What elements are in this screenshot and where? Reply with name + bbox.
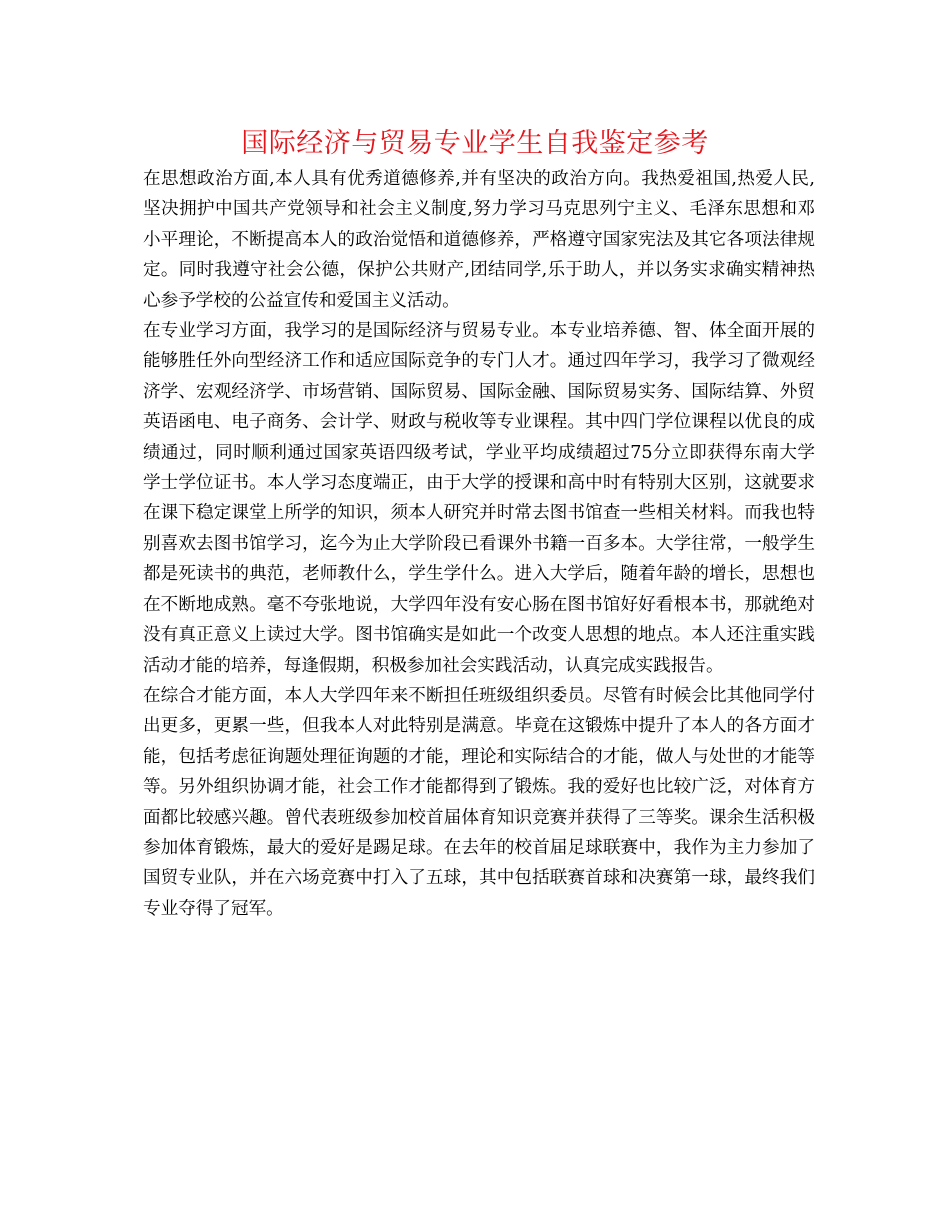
document-title: 国际经济与贸易专业学生自我鉴定参考: [241, 128, 709, 159]
paragraph-abilities: 在综合才能方面，本人大学四年来不断担任班级组织委员。尽管有时候会比其他同学付出更多，更累一些，但我本人对此特别是满意。毕竟在这锻炼中提升了本人的各方面才能，包括考虑征询题处理征询题的才能，理论和实际结合的才能，做人与处世的才能等等。另外组织协调才能，社会工作才能都得到了锻炼。我的爱好也比较广泛，对体育方面都比较感兴趣。曾代表班级参加校首届体育知识竞赛并获得了三等奖。课余生活积极参加体育锻炼，最大的爱好是踢足球。在去年的校首届足球联赛中，我作为主力参加了国贸专业队，并在六场竞赛中打入了五球，其中包括联赛首球和决赛第一球，最终我们专业夺得了冠军。: [143, 685, 815, 919]
paragraph-political: 在思想政治方面,本人具有优秀道德修养,并有坚决的政治方向。我热爱祖国,热爱人民,坚决拥护中国共产党领导和社会主义制度,努力学习马克思列宁主义、毛泽东思想和邓小平理论，不断提高本人的政治觉悟和道德修养，严格遵守国家宪法及其它各项法律规定。同时我遵守社会公德，保护公共财产,团结同学,乐于助人，并以务实求确实精神热心参予学校的公益宣传和爱国主义活动。: [143, 169, 815, 311]
document-body: [143, 164, 815, 924]
paragraph-study: 在专业学习方面，我学习的是国际经济与贸易专业。本专业培养德、智、体全面开展的能够胜任外向型经济工作和适应国际竞争的专门人才。通过四年学习，我学习了微观经济学、宏观经济学、市场营销、国际贸易、国际金融、国际贸易实务、国际结算、外贸英语函电、电子商务、会计学、财政与税收等专业课程。其中四门学位课程以优良的成绩通过，同时顺利通过国家英语四级考试，学业平均成绩超过75分立即获得东南大学学士学位证书。本人学习态度端正，由于大学的授课和高中时有特别大区别，这就要求在课下稳定课堂上所学的知识，须本人研究并时常去图书馆查一些相关材料。而我也特别喜欢去图书馆学习，迄今为止大学阶段已看课外书籍一百多本。大学往常，一般学生都是死读书的典范，老师教什么，学生学什么。进入大学后，随着年龄的增长，思想也在不断地成熟。毫不夸张地说，大学四年没有安心肠在图书馆好好看根本书，那就绝对没有真正意义上读过大学。图书馆确实是如此一个改变人思想的地点。本人还注重实践活动才能的培养，每逢假期，积极参加社会实践活动，认真完成实践报告。: [143, 321, 815, 676]
